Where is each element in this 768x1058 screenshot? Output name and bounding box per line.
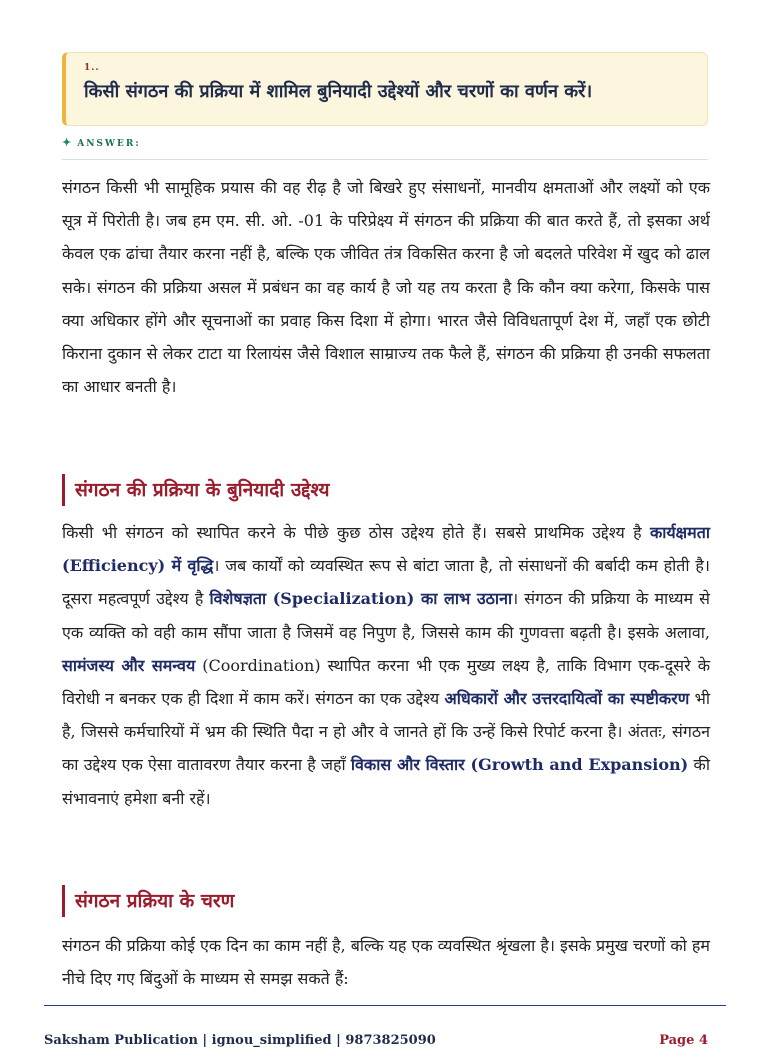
text-run: करना भी एक मुख्य लक्ष्य है, ताकि विभाग एक-दूसरे के विरोधी न बनकर एक ही दिशा में काम करें। xyxy=(62,655,710,709)
intro-line: दिशा में होगा। भारत जैसे विविधतापूर्ण देश में, जहाँ एक छोटी किराना दुकान से लेकर टाटा या xyxy=(62,310,710,364)
objectives-paragraph xyxy=(62,516,710,815)
text-run: किसी भी संगठन को स्थापित करने के पीछे कुछ ठोस उद्देश्य होते हैं। सबसे प्राथमिक उद्देश्य है xyxy=(62,523,642,542)
intro-line: लक्ष्यों को एक सूत्र में पिरोती है। जब हम एम. सी. ओ. -01 के परिप्रेक्ष्य में संगठन की प्रक्रिया की बात xyxy=(62,178,710,231)
page-number: Page 4 xyxy=(659,1033,708,1048)
intro-line: तय करता है कि कौन क्या करेगा, किसके पास क्या अधिकार होंगे और सूचनाओं का प्रवाह किस xyxy=(62,277,710,330)
text-run: चरणों को हम नीचे दिए गए बिंदुओं के माध्यम से समझ सकते हैं: xyxy=(62,936,710,989)
text-run: की xyxy=(688,755,710,775)
intro-line: है जो बदलते परिवेश में खुद को ढाल सके। संगठन की प्रक्रिया असल में प्रबंधन का वह कार्य है जो यह xyxy=(62,244,711,297)
intro-line: करते हैं, तो इसका अर्थ केवल एक ढांचा तैयार करना नहीं है, बल्कि एक जीवित तंत्र विकसित करना xyxy=(62,211,710,264)
steps-paragraph xyxy=(62,929,710,995)
bold-term: सामंजस्य और समन्वय xyxy=(62,655,196,675)
bold-term: विशेषज्ञता (Specialization) का लाभ उठाना xyxy=(209,589,513,609)
section-heading-objectives: संगठन की प्रक्रिया के बुनियादी उद्देश्य xyxy=(62,474,330,506)
bold-term: अधिकारों और उत्तरदायित्वों का स्पष्टीकरण xyxy=(444,689,690,709)
question-box xyxy=(62,52,708,126)
sparkle-icon: ✦ xyxy=(62,136,74,149)
bold-term: कार्यक्षमता (Efficiency) में वृद्धि xyxy=(62,523,710,576)
footer-publisher: Saksham Publication | ignou_simplified | 9873825090 xyxy=(44,1033,436,1048)
footer-divider xyxy=(44,1005,726,1006)
text-run: (Coordination) स्थापित xyxy=(195,655,371,675)
bold-term: विकास और विस्तार (Growth and Expansion) xyxy=(350,755,689,775)
question-number: 1.. xyxy=(84,63,100,73)
text-run: भ्रम की स्थिति पैदा न हो और वे जानते हों कि उन्हें किसे रिपोर्ट करना है। अंततः, संगठन का उद्देश्य xyxy=(62,722,710,775)
answer-label-row xyxy=(62,136,708,160)
text-run: संगठन की प्रक्रिया के माध्यम से एक व्यक्ति को वही काम सौंपा जाता है जिसमें वह निपुण है, जिससे xyxy=(62,589,710,642)
intro-paragraph xyxy=(62,171,710,403)
intro-line: संगठन किसी भी सामूहिक प्रयास की वह रीढ़ है जो बिखरे हुए संसाधनों, मानवीय क्षमताओं और xyxy=(62,178,623,197)
text-run: संभावनाएं हमेशा बनी रहें। xyxy=(62,788,211,808)
question-text: किसी संगठन की प्रक्रिया में शामिल बुनियादी उद्देश्यों और चरणों का वर्णन करें। xyxy=(84,81,593,102)
text-run: । xyxy=(512,589,519,609)
text-run: काम की गुणवत्ता बढ़ती है। इसके अलावा, xyxy=(465,622,711,642)
intro-line: रिलायंस जैसे विशाल साम्राज्य तक फैले हैं, संगठन की प्रक्रिया ही उनकी सफलता का आधार बनती xyxy=(62,344,711,397)
text-run: संगठन का एक उद्देश्य xyxy=(315,689,445,709)
answer-label: ANSWER: xyxy=(77,139,141,149)
text-run: संगठन की प्रक्रिया कोई एक दिन का काम नहीं है, बल्कि यह एक व्यवस्थित श्रृंखला है। इसके प्रमुख xyxy=(62,936,628,955)
intro-line: है। xyxy=(161,377,177,397)
text-run: एक ऐसा वातावरण तैयार करना है जहाँ xyxy=(121,755,351,775)
text-run: बर्बादी कम होती है। दूसरा महत्वपूर्ण उद्देश्य है xyxy=(62,556,710,609)
text-run: । जब कार्यों को व्यवस्थित रूप से बांटा जाता है, तो संसाधनों की xyxy=(213,556,590,576)
text-run: भी है, जिससे कर्मचारियों में xyxy=(62,689,710,742)
section-heading-steps: संगठन प्रक्रिया के चरण xyxy=(62,885,234,917)
